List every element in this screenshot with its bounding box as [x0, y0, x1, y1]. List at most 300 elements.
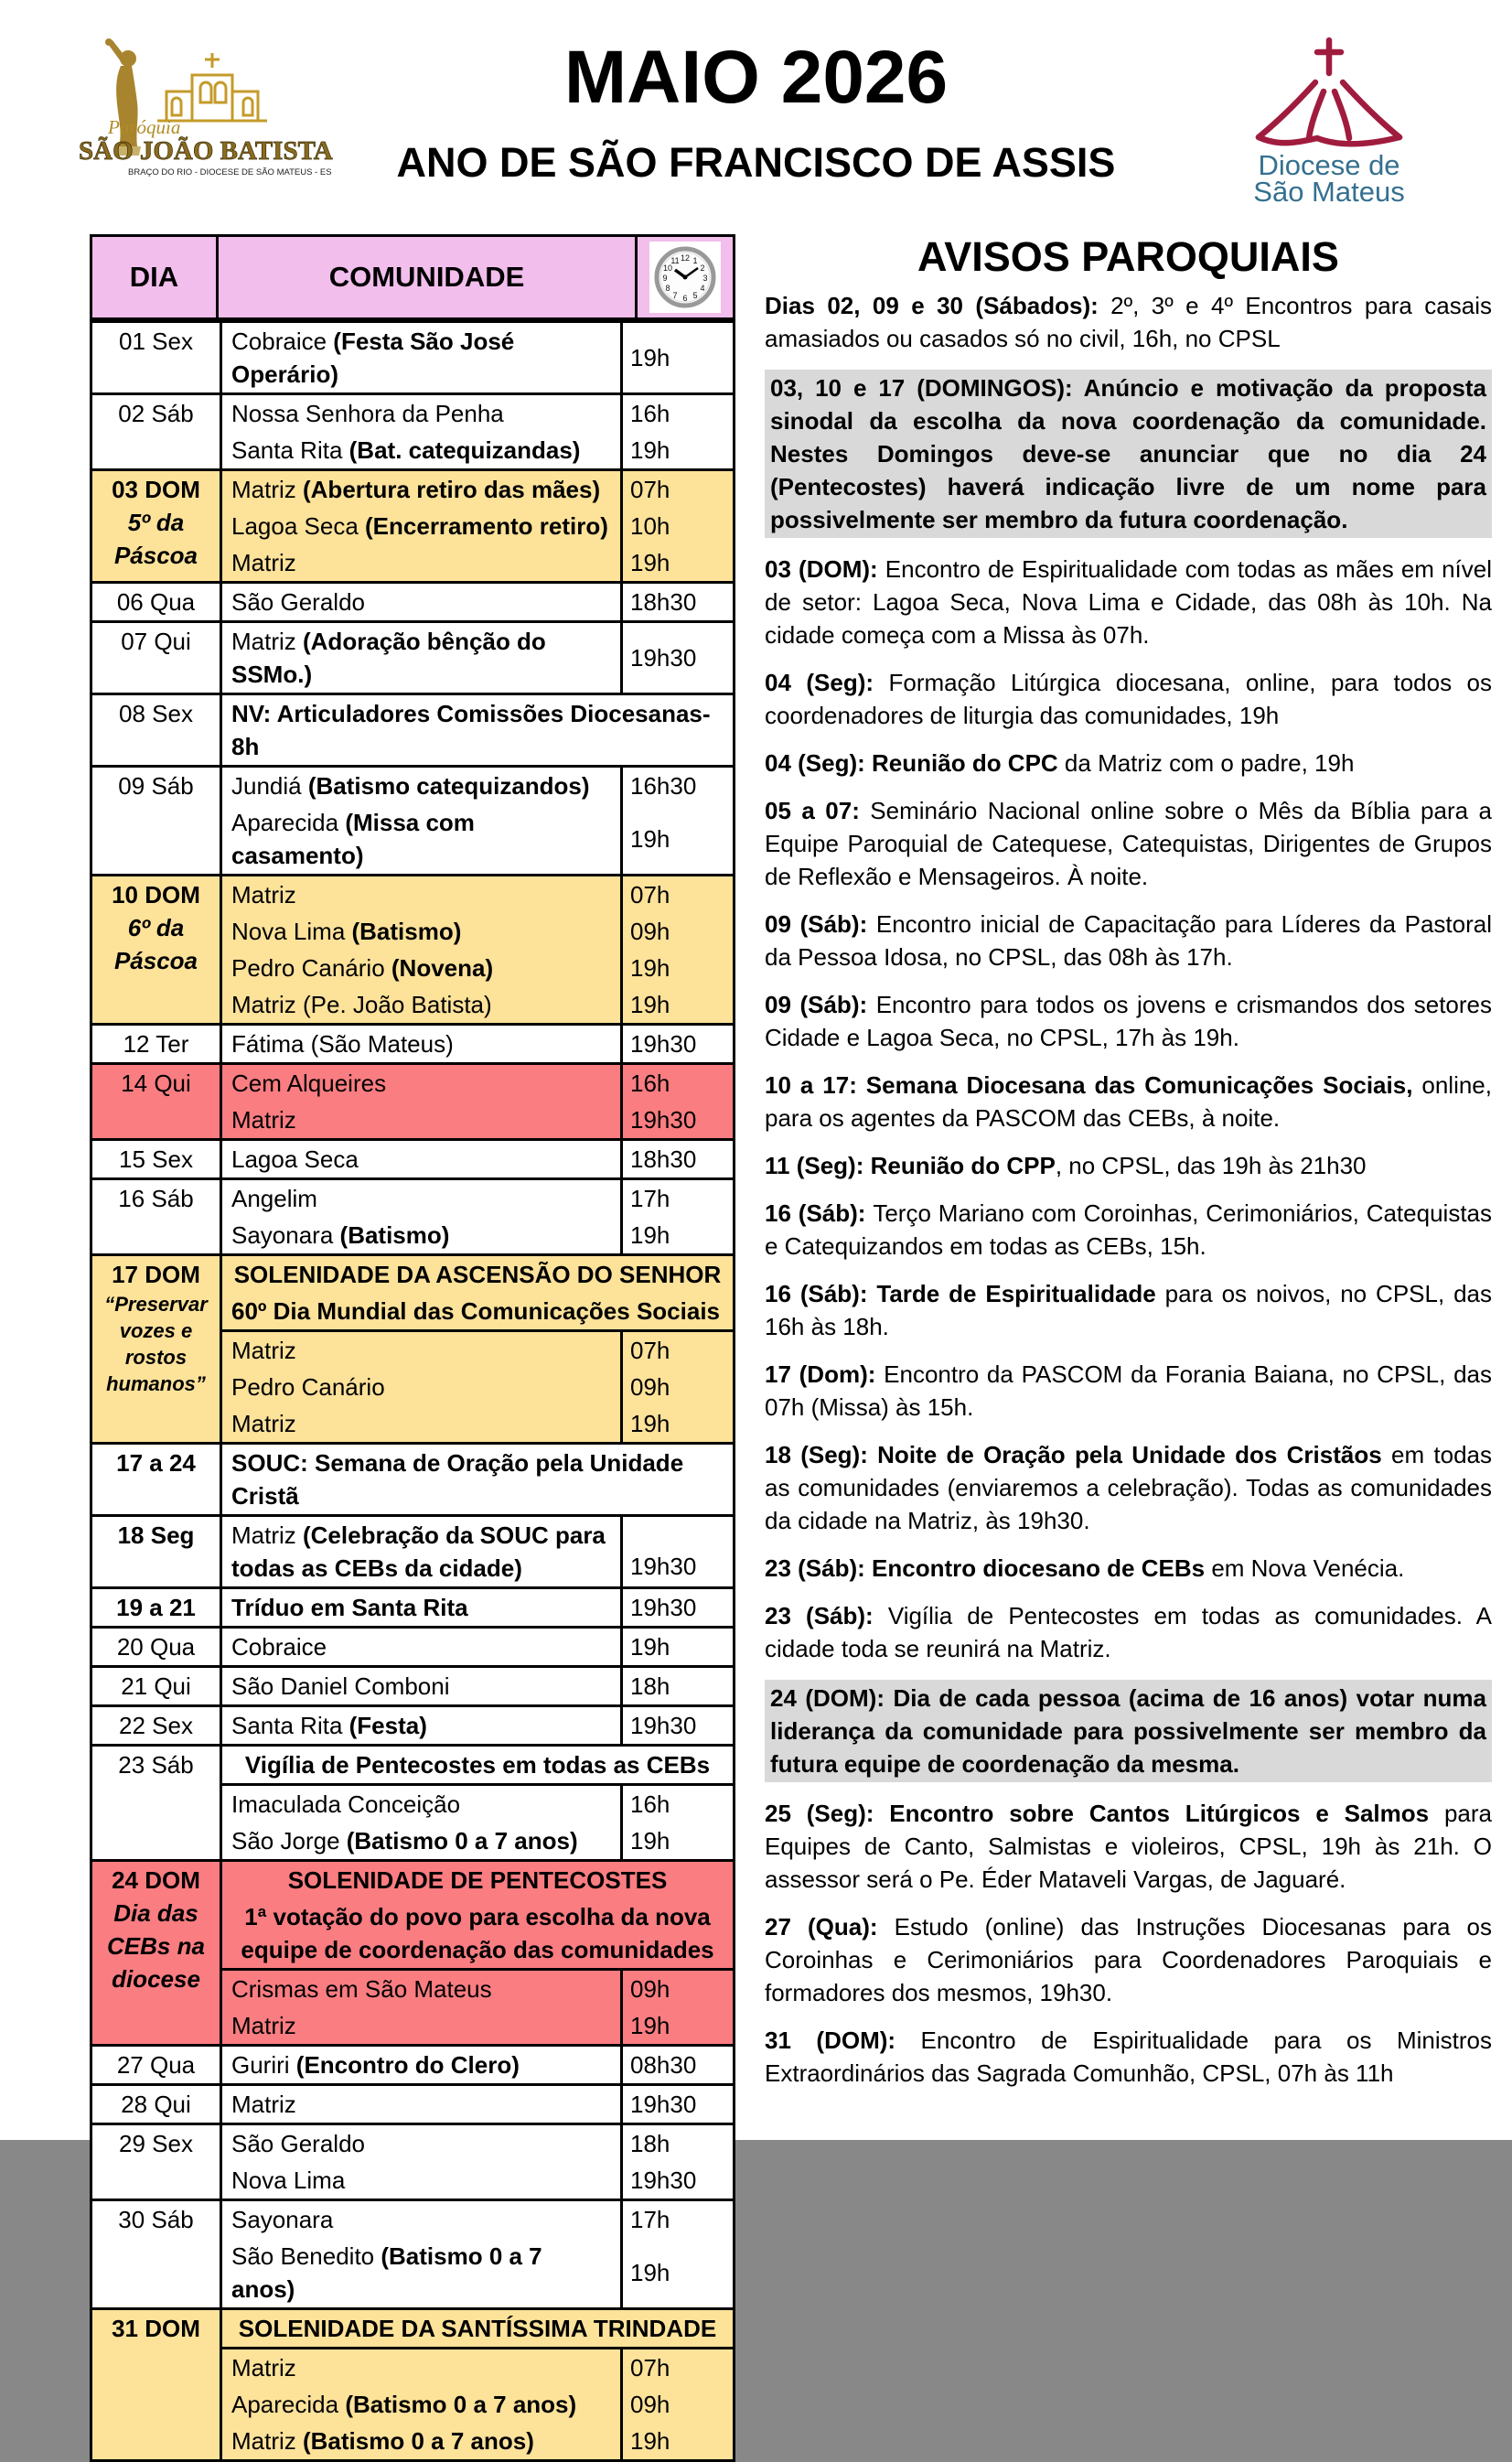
community-text: Matriz — [231, 549, 296, 576]
time-cell: 17h — [620, 1180, 733, 1217]
community-text: (Batismo) — [351, 918, 462, 945]
time-cell: 19h — [620, 1822, 733, 1859]
community-cell — [222, 2007, 620, 2044]
day-note: 6º da Páscoa — [113, 914, 198, 974]
community-text: (Abertura retiro das mães) — [303, 476, 601, 503]
calendar-entry — [222, 1332, 733, 1369]
time-cell: 07h — [620, 471, 733, 508]
calendar-entry — [222, 1180, 733, 1217]
time-cell: 19h — [620, 2238, 733, 2307]
day-events — [220, 1629, 733, 1665]
calendar-entry — [222, 508, 733, 544]
avisos-list — [765, 289, 1492, 2090]
time-cell: 19h30 — [620, 1102, 733, 1138]
community-text: (Celebração da SOUC para todas as CEBs da cidade) — [231, 1521, 606, 1582]
event-banner: Vigília de Pentecostes em todas as CEBs — [222, 1747, 733, 1786]
community-text: (Batismo catequizandos) — [307, 772, 590, 800]
svg-text:5: 5 — [692, 291, 698, 300]
page-title: MAIO 2026 — [563, 36, 949, 119]
day-label: 28 Qui — [121, 2091, 191, 2118]
day-cell — [92, 2125, 220, 2199]
calendar-entry — [222, 1822, 733, 1859]
calendar-entry — [222, 544, 733, 581]
community-cell — [222, 1707, 620, 1744]
calendar-entry — [222, 2201, 733, 2238]
day-cell — [92, 1862, 220, 2044]
community-cell — [222, 1668, 620, 1704]
time-cell: 19h30 — [620, 1517, 733, 1586]
day-events — [220, 2310, 733, 2459]
calendar-day-group — [92, 581, 733, 620]
aviso-text: Formação Litúrgica diocesana, online, para todos os coordenadores de liturgia das comunidades, 19h — [765, 669, 1492, 729]
time-cell: 19h30 — [620, 1589, 733, 1626]
calendar-entry — [222, 1369, 733, 1405]
calendar-entry — [222, 1405, 733, 1442]
time-cell: 19h — [620, 804, 733, 874]
calendar-entry — [222, 1217, 733, 1253]
community-text: Cobraice — [231, 328, 334, 355]
community-text: Aparecida — [231, 809, 346, 836]
time-cell: 16h — [620, 1065, 733, 1102]
time-cell: 09h — [620, 2386, 733, 2423]
parish-subtitle-label: BRAÇO DO RIO - DIOCESE DE SÃO MATEUS - ES — [128, 167, 332, 177]
aviso-item — [765, 1910, 1492, 2009]
time-cell: 09h — [620, 1369, 733, 1405]
aviso-text: 27 (Qua): — [765, 1913, 895, 1941]
time-cell: 19h30 — [620, 1707, 733, 1744]
time-cell: 16h30 — [620, 768, 733, 804]
aviso-text: 03, 10 e 17 (DOMINGOS): Anúncio e motivação da proposta sinodal da escolha da nova coordenação da comunidade. Nestes Domingos deve-se anunciar que no dia 24 (Pentecostes) haverá indicação livre de um nome para possivelmente ser membro da futura coordenação. — [770, 374, 1486, 533]
calendar-day-group — [92, 1062, 733, 1138]
calendar-day-group — [92, 2044, 733, 2083]
day-label: 15 Sex — [119, 1145, 193, 1173]
community-cell — [222, 1629, 620, 1665]
day-label: 07 Qui — [121, 628, 191, 655]
day-events — [220, 1589, 733, 1626]
community-text: Pedro Canário — [231, 954, 391, 982]
calendar-day-group — [92, 1023, 733, 1062]
day-label: 08 Sex — [119, 700, 193, 727]
community-text: Santa Rita — [231, 1712, 349, 1739]
time-cell: 16h — [620, 395, 733, 432]
calendar-entry — [222, 2125, 733, 2162]
event-banner: SOLENIDADE DE PENTECOSTES — [287, 1866, 668, 1894]
day-label: 27 Qua — [116, 2051, 196, 2079]
day-events — [220, 1445, 733, 1514]
calendar-day-group — [92, 2123, 733, 2199]
day-events — [220, 1180, 733, 1253]
community-cell — [222, 768, 620, 804]
svg-text:12: 12 — [680, 253, 691, 263]
calendar-day-group — [92, 1177, 733, 1253]
event-banner: SOLENIDADE DA ASCENSÃO DO SENHOR — [233, 1261, 722, 1288]
aviso-text: para os noivos, no CPSL, das 16h às 18h. — [765, 1280, 1492, 1340]
community-text: Sayonara — [231, 2206, 334, 2233]
day-events — [220, 1256, 733, 1442]
community-text: Matriz — [231, 1106, 296, 1134]
svg-text:2: 2 — [700, 263, 705, 273]
day-note: “Preservar vozes e rostos humanos” — [104, 1293, 208, 1395]
calendar-body — [92, 320, 733, 2459]
aviso-text: Encontro de Espiritualidade para os Ministros Extraordinários das Sagrada Comunhão, CPSL, 07h às 11h — [765, 2027, 1492, 2087]
calendar-entry — [222, 1971, 733, 2007]
calendar-entry — [222, 2162, 733, 2199]
aviso-text: 03 (DOM): — [765, 555, 885, 583]
community-cell — [222, 876, 620, 913]
community-text: Santa Rita — [231, 436, 349, 464]
community-text: Cem Alqueires — [231, 1070, 387, 1097]
aviso-text: 24 (DOM): Dia de cada pessoa (acima de 16 anos) votar numa liderança da comunidade para possivelmente ser membro da futura equipe de coordenação da mesma. — [770, 1684, 1486, 1778]
community-cell — [222, 913, 620, 950]
day-cell — [92, 1141, 220, 1177]
day-cell — [92, 1026, 220, 1062]
day-events — [220, 2047, 733, 2083]
svg-text:1: 1 — [692, 256, 698, 265]
day-label: 03 DOM — [112, 476, 200, 503]
aviso-item — [765, 370, 1492, 538]
day-label: 09 Sáb — [118, 772, 194, 800]
community-cell — [222, 1026, 620, 1062]
calendar-entry — [222, 1707, 733, 1744]
calendar-day-group — [92, 1704, 733, 1744]
day-events — [220, 323, 733, 392]
aviso-text: online, para os agentes da PASCOM das CEBs, à noite. — [765, 1071, 1492, 1132]
day-label: 23 Sáb — [118, 1751, 194, 1779]
community-cell — [222, 544, 620, 581]
community-text: Fátima (São Mateus) — [231, 1030, 454, 1058]
community-cell — [222, 2423, 620, 2459]
day-label: 01 Sex — [119, 328, 193, 355]
calendar-day-group — [92, 468, 733, 581]
calendar-entry — [222, 1102, 733, 1138]
day-cell — [92, 395, 220, 468]
calendar-day-group — [92, 1626, 733, 1665]
time-cell: 19h — [620, 986, 733, 1023]
day-events — [220, 2201, 733, 2307]
calendar-entry — [222, 804, 733, 874]
aviso-text: , no CPSL, das 19h às 21h30 — [1055, 1152, 1367, 1179]
aviso-item — [765, 1149, 1492, 1182]
aviso-text: Encontro para todos os jovens e crismandos dos setores Cidade e Lagoa Seca, no CPSL, 17h às 19h. — [765, 991, 1492, 1051]
aviso-text: 04 (Seg): Reunião do CPC — [765, 749, 1065, 777]
community-cell — [222, 508, 620, 544]
time-cell: 19h — [620, 2423, 733, 2459]
calendar-day-group — [92, 320, 733, 392]
community-text: (Missa com casamento) — [231, 809, 475, 869]
community-text: Nova Lima — [231, 918, 352, 945]
time-cell: 18h — [620, 1668, 733, 1704]
event-banner: 1ª votação do povo para escolha da nova equipe de coordenação das comunidades — [222, 1898, 733, 1971]
aviso-item — [765, 553, 1492, 651]
community-text: Matriz — [231, 2354, 296, 2381]
event-banner: 60º Dia Mundial das Comunicações Sociais — [222, 1293, 733, 1332]
community-text: Matriz — [231, 2427, 303, 2455]
community-text: Aparecida — [231, 2391, 346, 2418]
column-header-day: DIA — [129, 261, 179, 293]
avisos-title: AVISOS PAROQUIAIS — [917, 233, 1339, 280]
day-label: 16 Sáb — [118, 1185, 194, 1212]
diocese-name-line2: São Mateus — [1253, 176, 1405, 208]
aviso-text: 11 (Seg): Reunião do CPP — [765, 1152, 1056, 1179]
aviso-text: para Equipes de Canto, Salmistas e violeiros, CPSL, 19h às 21h. O assessor será o Pe. Éder Mataveli Vargas, de Jaguaré. — [765, 1800, 1492, 1893]
calendar-entry — [222, 913, 733, 950]
community-cell — [222, 1517, 620, 1586]
calendar-header-row — [92, 237, 733, 320]
aviso-text: 05 a 07: — [765, 797, 871, 824]
aviso-text: em Nova Venécia. — [1211, 1554, 1405, 1582]
svg-text:11: 11 — [670, 256, 680, 265]
calendar-entry — [222, 584, 733, 620]
community-text: Jundiá — [231, 772, 308, 800]
day-events — [220, 1517, 733, 1586]
community-cell — [222, 2201, 620, 2238]
time-cell: 19h — [620, 2007, 733, 2044]
event-banner: SOLENIDADE DA SANTÍSSIMA TRINDADE — [222, 2310, 733, 2349]
day-cell — [92, 1707, 220, 1744]
calendar-entry — [222, 2386, 733, 2423]
page-subtitle: ANO DE SÃO FRANCISCO DE ASSIS — [396, 139, 1116, 186]
day-events — [220, 695, 733, 765]
day-label: 22 Sex — [119, 1712, 193, 1739]
community-text: Matriz — [231, 2091, 296, 2118]
community-text: (Festa) — [349, 1712, 427, 1739]
community-text: São Daniel Comboni — [231, 1672, 450, 1700]
svg-text:8: 8 — [665, 284, 670, 293]
community-text: Matriz — [231, 1337, 296, 1364]
aviso-item — [765, 1438, 1492, 1537]
day-label: 18 Seg — [117, 1521, 195, 1549]
time-cell: 18h — [620, 2125, 733, 2162]
community-cell — [222, 432, 620, 468]
community-cell — [222, 323, 620, 392]
community-cell — [222, 2086, 620, 2123]
column-header-time — [635, 237, 733, 317]
tent-cross-icon — [1259, 40, 1399, 144]
time-cell: 18h30 — [620, 1141, 733, 1177]
calendar-entry — [222, 2086, 733, 2123]
time-cell: 10h — [620, 508, 733, 544]
community-text: São Geraldo — [231, 588, 365, 616]
aviso-text: 10 a 17: Semana Diocesana das Comunicações Sociais, — [765, 1071, 1422, 1099]
day-cell — [92, 2047, 220, 2083]
aviso-item — [765, 988, 1492, 1054]
aviso-text: Dias 02, 09 e 30 (Sábados): — [765, 292, 1111, 319]
calendar-entry — [222, 876, 733, 913]
calendar-entry — [222, 950, 733, 986]
calendar-entry — [222, 1517, 733, 1586]
community-cell — [222, 950, 620, 986]
day-events — [220, 584, 733, 620]
community-cell — [222, 986, 620, 1023]
day-cell — [92, 623, 220, 693]
community-text: (Encerramento retiro) — [365, 512, 608, 540]
community-cell — [222, 1405, 620, 1442]
community-text: Matriz — [231, 628, 303, 655]
aviso-text: 18 (Seg): Noite de Oração pela Unidade dos Cristãos — [765, 1441, 1391, 1468]
community-cell — [222, 2047, 620, 2083]
time-cell: 07h — [620, 1332, 733, 1369]
day-events — [220, 2125, 733, 2199]
parish-script-label: Paróquia — [108, 116, 181, 138]
community-text: Lagoa Seca — [231, 512, 366, 540]
community-cell — [222, 1065, 620, 1102]
day-label: 29 Sex — [119, 2130, 193, 2157]
community-cell — [222, 804, 620, 874]
aviso-text: 25 (Seg): Encontro sobre Cantos Litúrgicos e Salmos — [765, 1800, 1444, 1827]
svg-text:6: 6 — [682, 294, 688, 303]
calendar-entry — [222, 623, 733, 693]
calendar-day-group — [92, 1859, 733, 2044]
day-cell — [92, 2201, 220, 2307]
calendar-day-group — [92, 1514, 733, 1586]
time-cell: 19h — [620, 432, 733, 468]
community-cell — [222, 395, 620, 432]
day-cell — [92, 1747, 220, 1859]
community-cell — [222, 1822, 620, 1859]
aviso-text: Seminário Nacional online sobre o Mês da Bíblia para a Equipe Paroquial de Catequese, Catequistas, Dirigentes de Grupos de Reflexão e Mensageiros. À noite. — [765, 797, 1492, 890]
calendar-entry — [222, 986, 733, 1023]
day-cell — [92, 584, 220, 620]
community-text: (Batismo 0 a 7 anos) — [346, 1827, 578, 1855]
day-cell — [92, 1256, 220, 1442]
day-label: 14 Qui — [121, 1070, 191, 1097]
time-cell: 19h — [620, 544, 733, 581]
day-label: 17 a 24 — [116, 1449, 196, 1477]
calendar-day-group — [92, 1586, 733, 1626]
calendar-day-group — [92, 1253, 733, 1442]
calendar-day-group — [92, 1665, 733, 1704]
day-events — [220, 1026, 733, 1062]
calendar-entry — [222, 1589, 733, 1626]
aviso-text: 16 (Sáb): — [765, 1199, 874, 1227]
aviso-text: 23 (Sáb): — [765, 1602, 888, 1629]
calendar-day-group — [92, 2307, 733, 2459]
aviso-text: Encontro de Espiritualidade com todas as mães em nível de setor: Lagoa Seca, Nova Lima e Cidade, das 08h às 10h. Na cidade começa com a Missa às 07h. — [765, 555, 1493, 649]
day-label: 30 Sáb — [118, 2206, 194, 2233]
calendar-entry — [222, 323, 733, 392]
community-text: (Batismo 0 a 7 anos) — [231, 2242, 542, 2303]
time-cell: 08h30 — [620, 2047, 733, 2083]
community-text: (Novena) — [391, 954, 494, 982]
aviso-text: Vigília de Pentecostes em todas as comunidades. A cidade toda se reunirá na Matriz. — [765, 1602, 1492, 1662]
calendar-entry — [222, 2238, 733, 2307]
community-cell — [222, 2386, 620, 2423]
aviso-text: Estudo (online) das Instruções Diocesanas para os Coroinhas e Cerimoniários para Coordenadores Paroquiais e formadores dos mesmos, 19h30. — [765, 1913, 1492, 2006]
aviso-item — [765, 1680, 1492, 1782]
community-text: (Bat. catequizandas) — [349, 436, 581, 464]
calendar-day-group — [92, 1442, 733, 1514]
calendar-day-group — [92, 765, 733, 874]
community-text: Matriz — [231, 2012, 296, 2039]
day-label: 06 Qua — [116, 588, 196, 616]
calendar-entry — [222, 2349, 733, 2386]
clock-icon — [649, 242, 721, 313]
day-cell — [92, 1668, 220, 1704]
day-note: Dia das CEBs na diocese — [107, 1899, 205, 1993]
community-text: Guriri — [231, 2051, 296, 2079]
day-events — [220, 395, 733, 468]
calendar-day-group — [92, 1744, 733, 1859]
aviso-item — [765, 908, 1492, 973]
svg-text:4: 4 — [700, 284, 705, 293]
community-text: São Geraldo — [231, 2130, 365, 2157]
day-events — [220, 1141, 733, 1177]
calendar-entry — [222, 1141, 733, 1177]
aviso-item — [765, 1358, 1492, 1424]
time-cell: 07h — [620, 2349, 733, 2386]
aviso-text: da Matriz com o padre, 19h — [1064, 749, 1355, 777]
calendar-entry — [222, 1668, 733, 1704]
community-cell — [222, 2238, 620, 2307]
calendar-entry — [222, 768, 733, 804]
day-cell — [92, 471, 220, 581]
community-text: São Benedito — [231, 2242, 381, 2270]
community-text: (Encontro do Clero) — [295, 2051, 520, 2079]
community-text: Lagoa Seca — [231, 1145, 359, 1173]
aviso-text: Encontro da PASCOM da Forania Baiana, no CPSL, das 07h (Missa) às 15h. — [765, 1360, 1492, 1421]
day-cell — [92, 323, 220, 392]
community-text: Matriz — [231, 476, 303, 503]
day-cell — [92, 2310, 220, 2459]
calendar-day-group — [92, 620, 733, 693]
svg-text:10: 10 — [662, 263, 673, 273]
calendar-day-group — [92, 693, 733, 765]
community-cell — [222, 584, 620, 620]
day-events — [220, 768, 733, 874]
day-label: 12 Ter — [123, 1030, 189, 1058]
aviso-item — [765, 666, 1492, 732]
community-text: São Jorge — [231, 1827, 347, 1855]
day-events — [220, 876, 733, 1023]
community-cell — [222, 1369, 620, 1405]
community-cell — [222, 471, 620, 508]
community-cell — [222, 1217, 620, 1253]
time-cell: 19h30 — [620, 2086, 733, 2123]
day-cell — [92, 2086, 220, 2123]
column-header-community: COMUNIDADE — [216, 237, 635, 317]
time-cell: 18h30 — [620, 584, 733, 620]
day-label: 31 DOM — [112, 2315, 200, 2342]
day-cell — [92, 1180, 220, 1253]
community-text: (Festa São José Operário) — [231, 328, 515, 388]
community-cell — [222, 2162, 620, 2199]
calendar-entry — [222, 1629, 733, 1665]
community-text: Angelim — [231, 1185, 317, 1212]
day-label: 10 DOM — [112, 881, 200, 908]
day-events — [220, 623, 733, 693]
day-events — [220, 1747, 733, 1859]
aviso-text: Encontro inicial de Capacitação para Líderes da Pastoral da Pessoa Idosa, no CPSL, das 08h às 17h. — [765, 910, 1492, 971]
aviso-item — [765, 1552, 1492, 1585]
aviso-item — [765, 794, 1492, 893]
calendar-day-group — [92, 2083, 733, 2123]
community-text: (Batismo 0 a 7 anos) — [303, 2427, 534, 2455]
aviso-text: 04 (Seg): — [765, 669, 889, 696]
community-text: Pedro Canário — [231, 1373, 385, 1401]
day-label: 02 Sáb — [118, 400, 194, 427]
aviso-text: 16 (Sáb): Tarde de Espiritualidade — [765, 1280, 1165, 1307]
community-text: Nova Lima — [231, 2166, 346, 2194]
day-events — [220, 1668, 733, 1704]
event-banner: NV: Articuladores Comissões Diocesanas-8h — [231, 700, 711, 760]
calendar-entry — [222, 2423, 733, 2459]
day-events — [220, 1065, 733, 1138]
calendar-entry — [222, 432, 733, 468]
time-cell: 19h — [620, 1405, 733, 1442]
time-cell: 19h — [620, 950, 733, 986]
day-label: 21 Qui — [121, 1672, 191, 1700]
calendar-entry — [222, 1026, 733, 1062]
